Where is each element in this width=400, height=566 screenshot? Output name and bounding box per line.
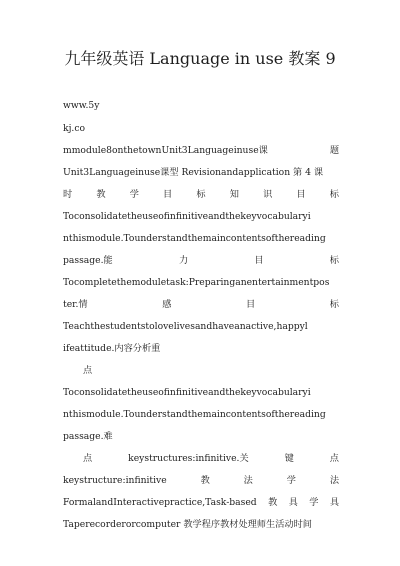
method-line xyxy=(63,496,339,509)
text-span: 教 xyxy=(268,497,278,508)
task-line: Tocompletethemoduletask:Preparinganentertainmentpos xyxy=(63,277,330,288)
text-span: 感 xyxy=(162,299,172,310)
objectives-line xyxy=(63,188,339,201)
text-span: 教 xyxy=(96,189,106,200)
ability-line xyxy=(63,254,339,267)
module-line xyxy=(63,144,339,157)
text-span: 目 xyxy=(296,189,306,200)
text-span: 学 xyxy=(129,189,139,200)
text-span: 学 xyxy=(286,475,296,486)
url-line-1: www.5y xyxy=(63,100,100,111)
attitude-line: ifeattitude.内容分析重 xyxy=(63,343,161,354)
unit-line: Unit3Languageinuse课型 Revisionandapplication 第 4 课 xyxy=(63,167,324,178)
url-line-2: kj.co xyxy=(63,123,86,134)
document-title: 九年级英语 Language in use 教案 9 xyxy=(64,49,336,68)
text-span: 目 xyxy=(254,255,264,266)
text-span: 标 xyxy=(329,255,339,266)
text-span: 点 xyxy=(329,453,339,464)
key-line-2 xyxy=(63,474,339,487)
text-span: keystructure:infinitive xyxy=(63,475,167,486)
key-line-1 xyxy=(83,452,339,465)
text-span: ter.情 xyxy=(63,299,88,310)
text-span: 力 xyxy=(178,255,189,266)
text-span: 题 xyxy=(329,145,339,156)
teach-line: Teachthestudentstolovelivesandhaveanactive,happyl xyxy=(63,321,308,332)
text-span: 点 xyxy=(83,453,93,464)
text-span: 键 xyxy=(284,453,294,464)
text-span: mmodule8onthetownUnit3Languageinuse课 xyxy=(63,145,268,156)
consolidate-line-2: nthismodule.Tounderstandthemaincontentsofthereading xyxy=(63,233,326,244)
text-span: FormalandInteractivepractice,Task-based xyxy=(63,497,257,508)
emotion-line xyxy=(63,298,339,311)
text-span: 标 xyxy=(329,299,339,310)
text-span: 标 xyxy=(196,189,206,200)
text-span: 法 xyxy=(243,475,253,486)
tools-line: Taperecorderorcomputer 教学程序教材处理师生活动时间 xyxy=(63,519,312,530)
text-span: 时 xyxy=(63,189,73,200)
text-span: 学 xyxy=(309,497,319,508)
text-span: 知 xyxy=(229,189,239,200)
text-span: keystructures:infinitive.关 xyxy=(128,453,249,464)
consolidate-line-1: Toconsolidatetheuseofinfinitiveandthekeyvocabularyi xyxy=(63,211,311,222)
consolidate-line-4: nthismodule.Tounderstandthemaincontentsofthereading xyxy=(63,409,326,420)
text-span: 目 xyxy=(246,299,256,310)
text-span: 教 xyxy=(200,475,210,486)
text-span: 具 xyxy=(329,497,339,508)
point-line: 点 xyxy=(83,365,93,376)
text-span: 标 xyxy=(329,189,339,200)
text-span: passage.能 xyxy=(63,255,113,266)
consolidate-line-3: Toconsolidatetheuseofinfinitiveandthekeyvocabularyi xyxy=(63,387,311,398)
text-span: 具 xyxy=(288,497,298,508)
text-span: 目 xyxy=(163,189,173,200)
difficult-line: passage.难 xyxy=(63,431,113,442)
text-span: 法 xyxy=(329,475,339,486)
text-span: 识 xyxy=(263,189,273,200)
